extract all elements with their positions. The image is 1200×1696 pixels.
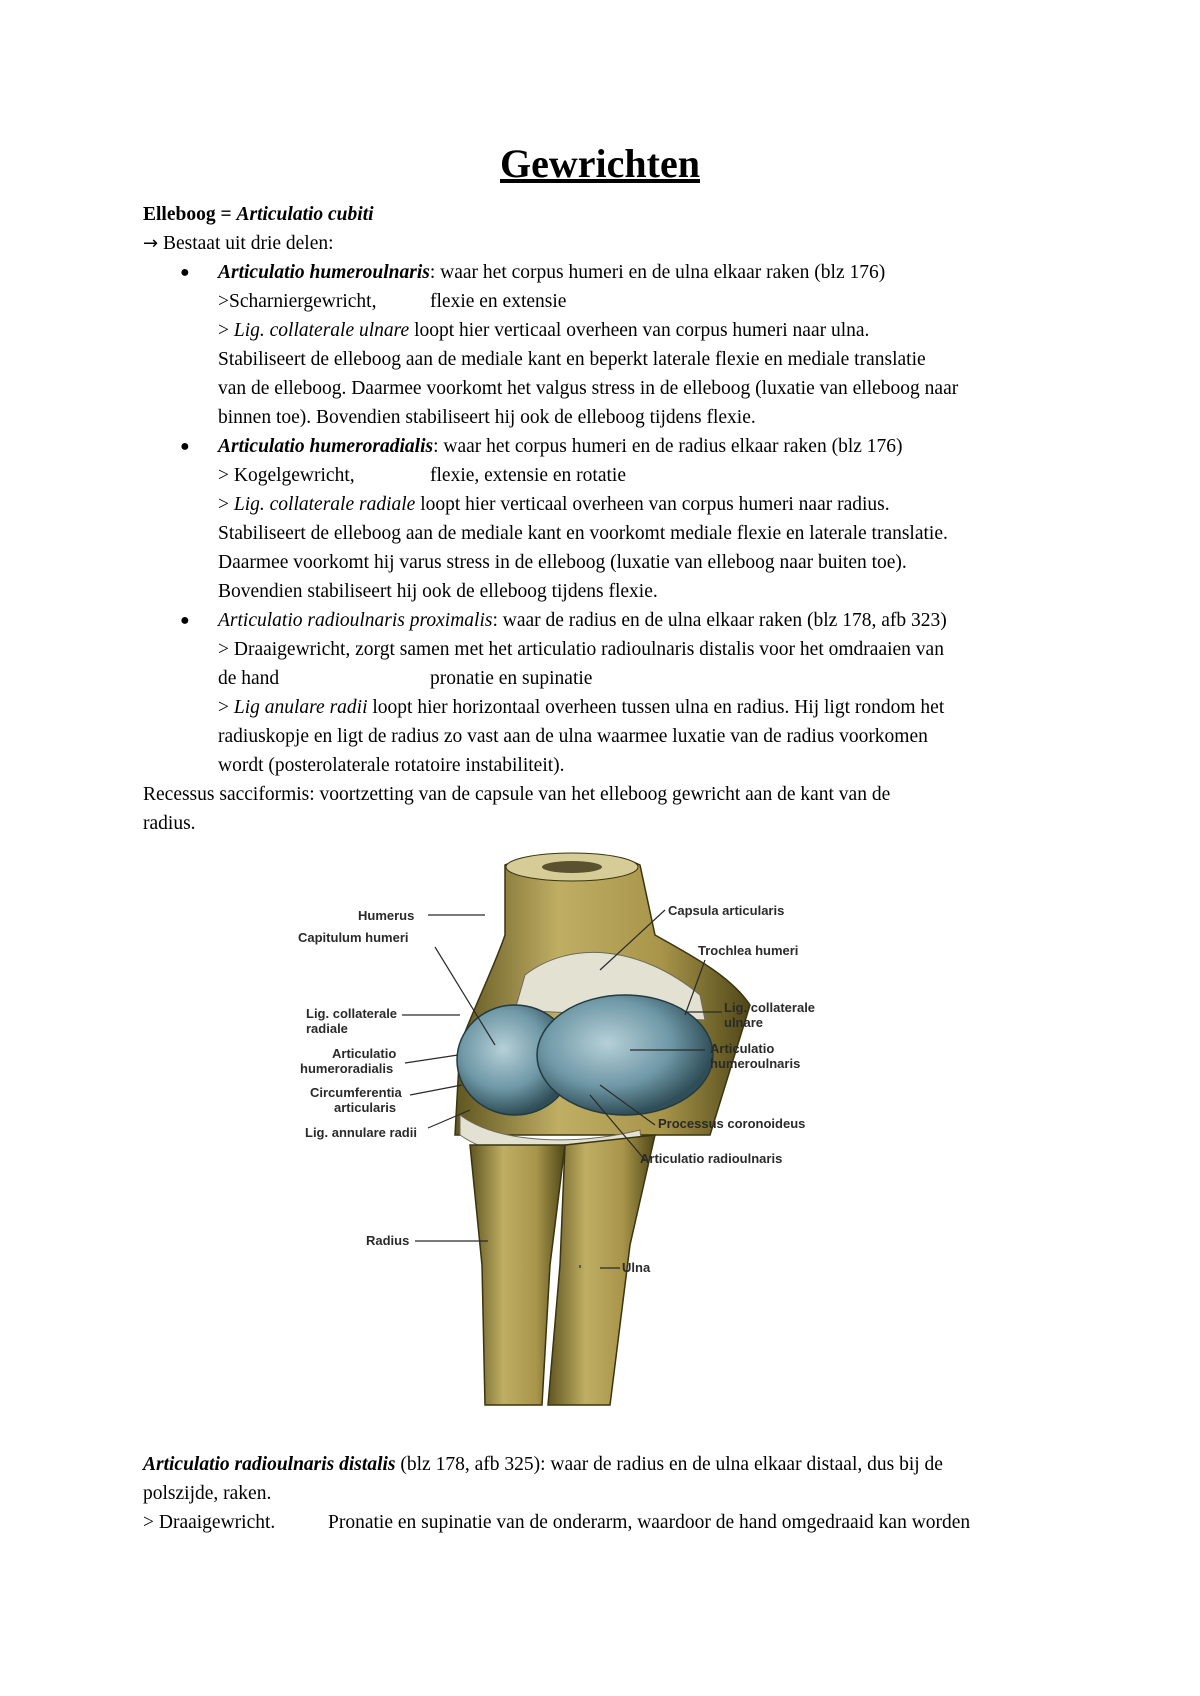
page-title: Gewrichten bbox=[500, 141, 700, 186]
trochlea-shape bbox=[537, 995, 713, 1115]
item1-name: Articulatio humeroulnaris bbox=[218, 262, 430, 283]
item3-movement: pronatie en supinatie bbox=[430, 668, 593, 689]
label-capsula: Capsula articularis bbox=[668, 903, 785, 918]
heading-italic: Articulatio cubiti bbox=[236, 204, 374, 225]
distal-type: > Draaigewricht. bbox=[143, 1512, 276, 1533]
elleboog-heading bbox=[143, 200, 374, 229]
item2-movement: flexie, extensie en rotatie bbox=[430, 465, 626, 486]
label-art-hr-1: Articulatio bbox=[332, 1046, 397, 1061]
arrow-icon: → bbox=[143, 233, 159, 254]
item2-head bbox=[218, 432, 903, 461]
label-processus: Processus coronoideus bbox=[658, 1116, 806, 1131]
label-lig-radiale-2: radiale bbox=[306, 1021, 348, 1036]
item1-lig: > Lig. collaterale ulnare loopt hier verticaal overheen van corpus humeri naar ulna. bbox=[218, 320, 870, 341]
item3-head bbox=[218, 606, 947, 635]
item2-type: > Kogelgewricht, bbox=[218, 465, 355, 486]
item3-head-rest: : waar de radius en de ulna elkaar raken (blz 178, afb 323) bbox=[492, 610, 947, 631]
item1-movement: flexie en extensie bbox=[430, 291, 567, 312]
item2-line1: Stabiliseert de elleboog aan de mediale kant en voorkomt mediale flexie en laterale translatie. bbox=[218, 523, 948, 544]
distal-rest: (blz 178, afb 325): waar de radius en de ulna elkaar distaal, dus bij de bbox=[395, 1454, 943, 1475]
item2-lig-rest: loopt hier verticaal overheen van corpus humeri naar radius. bbox=[415, 494, 890, 515]
item1-lig-name: Lig. collaterale ulnare bbox=[233, 320, 410, 341]
item3-line1: radiuskopje en ligt de radius zo vast aan de ulna waarmee luxatie van de radius voorkomen bbox=[218, 726, 928, 747]
item1-line3: binnen toe). Bovendien stabiliseert hij ook de elleboog tijdens flexie. bbox=[218, 407, 756, 428]
item3-line2: wordt (posterolaterale rotatoire instabiliteit). bbox=[218, 755, 565, 776]
label-lig-anulare: Lig. annulare radii bbox=[305, 1125, 417, 1140]
label-lig-radiale-1: Lig. collaterale bbox=[306, 1006, 398, 1021]
item1-type-line: >Scharniergewricht, bbox=[218, 291, 377, 312]
distal-name: Articulatio radioulnaris distalis bbox=[143, 1454, 396, 1475]
label-lig-ulnare-2: ulnare bbox=[724, 1015, 764, 1030]
item1-lig-rest: loopt hier verticaal overheen van corpus humeri naar ulna. bbox=[409, 320, 870, 341]
item2-lig-name: Lig. collaterale radiale bbox=[233, 494, 416, 515]
item2-line2: Daarmee voorkomt hij varus stress in de elleboog (luxatie van elleboog naar buiten toe). bbox=[218, 552, 907, 573]
item1-line2: van de elleboog. Daarmee voorkomt het valgus stress in de elleboog (luxatie van elleboog naar bbox=[218, 378, 959, 399]
label-art-hu-1: Articulatio bbox=[710, 1041, 775, 1056]
bullet-icon: ● bbox=[180, 612, 190, 629]
label-ulna: Ulna bbox=[622, 1260, 651, 1275]
elbow-anatomy-figure bbox=[298, 845, 910, 1425]
item1-head-rest: : waar het corpus humeri en de ulna elkaar raken (blz 176) bbox=[429, 262, 886, 283]
label-lig-ulnare-1: Lig. collaterale bbox=[724, 1000, 816, 1015]
item2-lig: > Lig. collaterale radiale loopt hier verticaal overheen van corpus humeri naar radius. bbox=[218, 494, 890, 515]
arrow-line-text: Bestaat uit drie delen: bbox=[162, 233, 334, 254]
label-trochlea: Trochlea humeri bbox=[698, 943, 799, 958]
recessus-line1: Recessus sacciformis: voortzetting van de capsule van het elleboog gewricht aan de kant van de bbox=[143, 784, 891, 805]
distal-movement: Pronatie en supinatie van de onderarm, waardoor de hand omgedraaid kan worden bbox=[328, 1512, 971, 1533]
label-radius: Radius bbox=[366, 1233, 410, 1248]
bullet-icon: ● bbox=[180, 438, 190, 455]
arrow-line bbox=[143, 229, 334, 258]
item1-type bbox=[218, 287, 376, 316]
item3-type: > Draaigewricht, zorgt samen met het articulatio radioulnaris distalis voor het omdraaien van bbox=[218, 639, 944, 660]
item2-name: Articulatio humeroradialis bbox=[218, 436, 434, 457]
item1-head bbox=[218, 258, 885, 287]
heading-bold: Elleboog = bbox=[143, 204, 237, 225]
item3-lig-rest: loopt hier horizontaal overheen tussen ulna en radius. Hij ligt rondom het bbox=[367, 697, 945, 718]
item3-name: Articulatio radioulnaris proximalis bbox=[218, 610, 493, 631]
label-art-hr-2: humeroradialis bbox=[300, 1061, 394, 1076]
item2-head-rest: : waar het corpus humeri en de radius elkaar raken (blz 176) bbox=[433, 436, 903, 457]
label-circum-1: Circumferentia bbox=[310, 1085, 402, 1100]
label-capitulum: Capitulum humeri bbox=[298, 930, 409, 945]
item3-lig: > Lig anulare radii loopt hier horizontaal overheen tussen ulna en radius. Hij ligt rondom het bbox=[218, 697, 945, 718]
label-art-hu-2: humeroulnaris bbox=[710, 1056, 801, 1071]
item1-line1: Stabiliseert de elleboog aan de mediale kant en beperkt laterale flexie en mediale translatie bbox=[218, 349, 926, 370]
item3-type2: de hand bbox=[218, 668, 280, 689]
distal-head bbox=[143, 1450, 943, 1479]
label-circum-2: articularis bbox=[334, 1100, 397, 1115]
distal-line2: polszijde, raken. bbox=[143, 1483, 272, 1504]
bullet-icon: ● bbox=[180, 264, 190, 281]
item3-lig-name: Lig anulare radii bbox=[233, 697, 368, 718]
item2-line3: Bovendien stabiliseert hij ook de elleboog tijdens flexie. bbox=[218, 581, 658, 602]
recessus-line2: radius. bbox=[143, 813, 196, 834]
label-humerus: Humerus bbox=[358, 908, 415, 923]
label-art-ru: Articulatio radioulnaris bbox=[640, 1151, 783, 1166]
